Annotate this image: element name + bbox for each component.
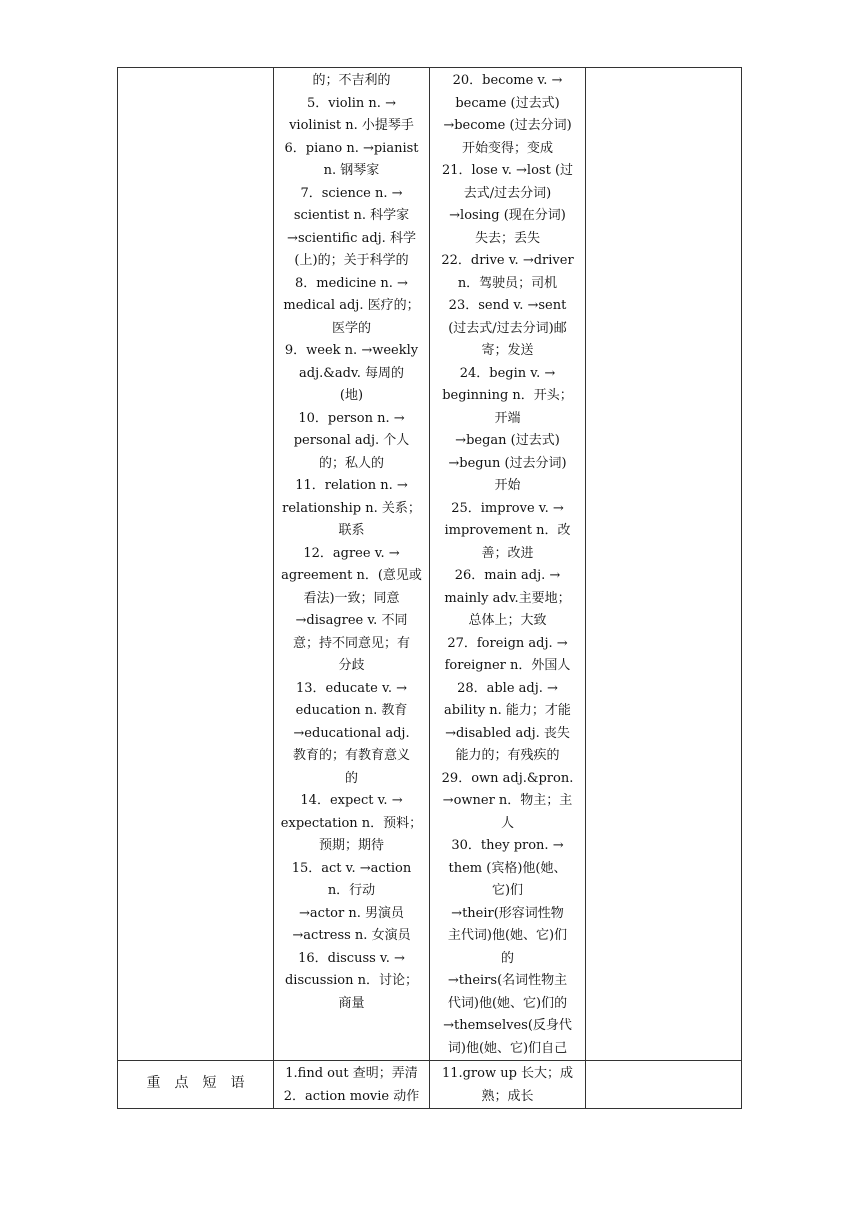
row-label-cell <box>118 68 274 1061</box>
text-line: 13．educate v. → <box>296 680 407 696</box>
text-line: 的 <box>344 770 358 786</box>
text-line: 开端 <box>494 410 521 426</box>
text-line: them (宾格)他(她、 <box>448 860 567 876</box>
cell-content <box>274 68 429 1015</box>
text-line: agreement n．(意见或 <box>281 568 422 583</box>
text-line: 教育的；有教育意义 <box>292 748 410 763</box>
text-line: 它)们 <box>491 883 524 898</box>
cell-content <box>274 1061 429 1108</box>
text-line: →begun (过去分词) <box>448 455 567 471</box>
text-line: foreigner n．外国人 <box>444 658 571 673</box>
empty-cell <box>586 68 742 1061</box>
vocabulary-table <box>117 67 742 1109</box>
text-line: 总体上；大致 <box>468 613 547 628</box>
text-line: 去式/过去分词) <box>463 185 552 201</box>
text-line: 医学的 <box>331 320 371 336</box>
text-line: 2．action movie 动作 <box>283 1088 420 1104</box>
text-line: 12．agree v. → <box>303 545 400 561</box>
phrase-list-column-1 <box>274 1061 430 1109</box>
text-line: 14．expect v. → <box>300 793 403 808</box>
text-line: n．行动 <box>327 883 376 898</box>
text-line: 人 <box>500 815 514 831</box>
text-line: 23．send v. →sent <box>448 298 567 313</box>
table-row <box>118 68 742 1061</box>
cell-content <box>430 68 585 1060</box>
text-line: 21．lose v. →lost (过 <box>441 163 574 178</box>
text-line: 11．relation n. → <box>295 478 408 493</box>
cell-content <box>430 1061 585 1108</box>
text-line: 22．drive v. →driver <box>441 253 574 268</box>
text-line: (上)的；关于科学的 <box>294 253 409 268</box>
text-line: 失去；丢失 <box>474 230 540 246</box>
text-line: 15．act v. →action <box>291 860 412 876</box>
text-line: scientist n. 科学家 <box>293 208 410 223</box>
text-line: 20．become v. → <box>452 73 563 88</box>
text-line: 27．foreign adj. → <box>447 635 568 651</box>
text-line: 主代词)他(她、它)们 <box>447 928 568 943</box>
text-line: medical adj. 医疗的； <box>283 298 420 313</box>
text-line: 意；持不同意见；有 <box>292 635 410 651</box>
text-line: 能力的；有残疾的 <box>455 748 560 763</box>
text-line: →began (过去式) <box>455 433 560 448</box>
text-line: 代词)他(她、它)们的 <box>447 995 568 1011</box>
text-line: expectation n．预料； <box>280 815 423 831</box>
text-line: mainly adv.主要地； <box>444 590 571 606</box>
text-line: 的；不吉利的 <box>312 73 391 88</box>
text-line: (地) <box>339 388 364 403</box>
text-line: 词)他(她、它)们自己 <box>447 1040 568 1056</box>
text-line: 寄；发送 <box>481 343 534 358</box>
text-line: discussion n．讨论； <box>284 973 418 988</box>
empty-cell <box>586 1061 742 1109</box>
text-line: 7．science n. → <box>300 185 403 201</box>
text-line: →disagree v. 不同 <box>295 613 408 628</box>
table-row <box>118 1061 742 1109</box>
text-line: →become (过去分词) <box>443 118 572 133</box>
text-line: 16．discuss v. → <box>298 950 405 966</box>
text-line: 的 <box>500 950 514 966</box>
text-line: →losing (现在分词) <box>449 208 566 223</box>
text-line: 26．main adj. → <box>454 568 561 583</box>
section-label: 重点短语 <box>146 1075 259 1091</box>
text-line: n．驾驶员；司机 <box>457 275 558 291</box>
text-line: 24．begin v. → <box>459 365 556 381</box>
text-line: 的；私人的 <box>318 455 384 471</box>
text-line: 10．person n. → <box>298 410 405 426</box>
text-line: adj.&adv. 每周的 <box>299 365 404 381</box>
section-label-cell <box>118 1061 274 1109</box>
text-line: violinist n. 小提琴手 <box>289 118 414 133</box>
text-line: ability n. 能力；才能 <box>444 703 571 718</box>
text-line: 商量 <box>338 995 365 1011</box>
text-line: →educational adj. <box>293 725 410 741</box>
text-line: 11.grow up 长大；成 <box>441 1066 574 1081</box>
text-line: 开始变得；变成 <box>461 140 553 156</box>
text-line: →actress n. 女演员 <box>292 928 411 943</box>
word-list-column-2 <box>430 68 586 1061</box>
text-line: 开始 <box>494 478 521 493</box>
text-line: 分歧 <box>338 658 365 673</box>
text-line: relationship n. 关系； <box>282 500 421 516</box>
text-line: 8．medicine n. → <box>295 275 408 291</box>
text-line: personal adj. 个人 <box>293 433 410 448</box>
text-line: →scientific adj. 科学 <box>287 230 416 246</box>
text-line: education n. 教育 <box>295 703 408 718</box>
text-line: 看法)一致；同意 <box>303 590 400 606</box>
text-line: →their(形容词性物 <box>451 905 564 921</box>
text-line: n. 钢琴家 <box>323 163 380 178</box>
text-line: 25．improve v. → <box>451 500 564 516</box>
text-line: →themselves(反身代 <box>443 1018 572 1033</box>
text-line: 熟；成长 <box>481 1088 534 1104</box>
text-line: 1.find out 查明；弄清 <box>285 1066 418 1081</box>
text-line: 预期；期待 <box>318 838 384 853</box>
word-list-column-1 <box>274 68 430 1061</box>
text-line: improvement n．改 <box>444 523 571 538</box>
text-line: 28．able adj. → <box>457 680 558 696</box>
text-line: became (过去式) <box>455 95 560 111</box>
text-line: →owner n．物主；主 <box>442 793 573 808</box>
phrase-list-column-2 <box>430 1061 586 1109</box>
text-line: 联系 <box>338 523 365 538</box>
text-line: →theirs(名词性物主 <box>447 973 568 988</box>
text-line: →actor n. 男演员 <box>299 905 404 921</box>
text-line: 9．week n. →weekly <box>284 343 419 358</box>
text-line: 29．own adj.&pron. <box>441 770 574 786</box>
text-line: (过去式/过去分词)邮 <box>448 320 567 336</box>
text-line: →disabled adj. 丧失 <box>445 725 570 741</box>
text-line: 30．they pron. → <box>451 838 564 853</box>
text-line: beginning n．开头； <box>442 388 573 403</box>
text-line: 6．piano n. →pianist <box>284 140 419 156</box>
text-line: 善；改进 <box>481 545 534 561</box>
text-line: 5．violin n. → <box>307 95 396 111</box>
